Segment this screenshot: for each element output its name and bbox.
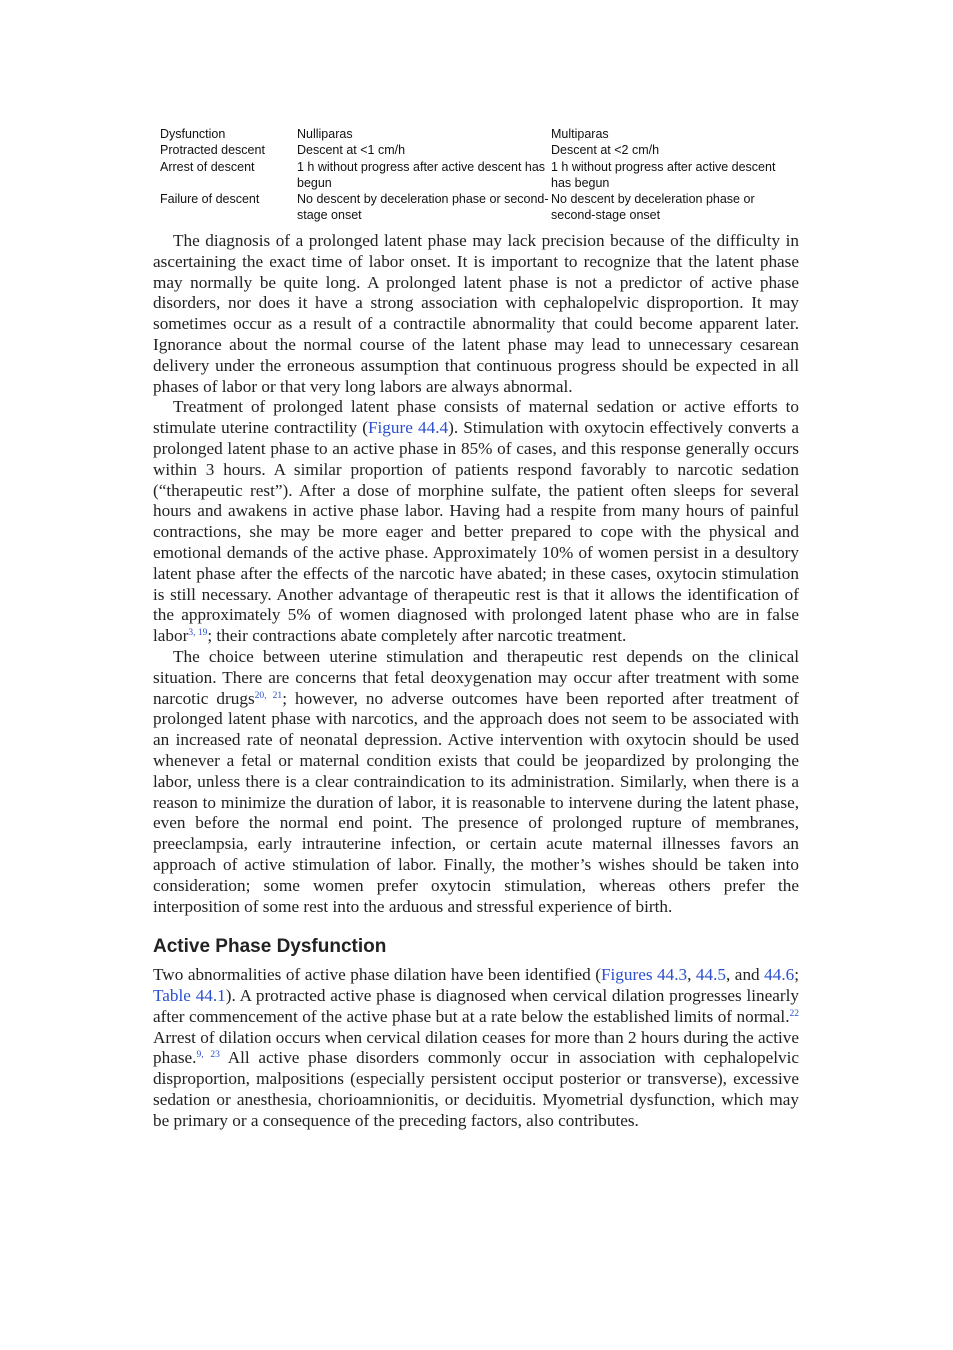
- citation-link[interactable]: 3, 19: [188, 628, 208, 639]
- figure-link[interactable]: 44.5: [695, 965, 726, 985]
- table-header-cell: Dysfunction: [160, 127, 226, 141]
- paragraph-active-phase-dysfunction: [153, 965, 799, 1131]
- section-heading: Active Phase Dysfunction: [153, 936, 387, 958]
- table-row: [160, 191, 791, 223]
- paragraph-text: ). A protracted active phase is diagnosed when cervical dilation progresses linearly after commencement of the active phase but at a rate below the established limits of normal.: [153, 986, 799, 1026]
- paragraph-text: , and: [726, 965, 765, 985]
- paragraph-text: Treatment of prolonged latent phase consists of maternal sedation or active efforts to stimulate uterine contractility (: [153, 397, 799, 438]
- table-cell: 1 h without progress after active descent has begun: [551, 160, 776, 190]
- table-header-row: [160, 126, 791, 142]
- paragraph-latent-phase-treatment: [153, 397, 799, 647]
- paragraph-latent-phase-diagnosis: [153, 231, 799, 397]
- paragraph-text: ;: [794, 965, 799, 985]
- paragraph-text: ; their contractions abate completely after narcotic treatment.: [207, 626, 627, 646]
- paragraph-text: ; however, no adverse outcomes have been reported after treatment of prolonged latent phase with narcotics, and the approach does not seem to be associated with an increased rate of neonatal depression. Active intervention with oxytocin should be used whenever a fetal or maternal condition exists that could be jeopardized by prolonging the labor, unless there is a clear contraindication to its administration. Similarly, when there is a reason to minimize the duration of labor, it is reasonable to intervene during the latent phase, even before the normal end point. The presence of prolonged rupture of membranes, preeclampsia, early intrauterine infection, or certain acute maternal illnesses favors an approach of active stimulation of labor. Finally, the mother’s wishes should be taken into consideration; some women prefer oxytocin stimulation, whereas others prefer the interposition of some rest into the arduous and stressful experience of birth.: [153, 688, 800, 916]
- citation-link[interactable]: 22: [789, 1008, 799, 1019]
- citation-link[interactable]: 9, 23: [196, 1050, 220, 1061]
- table-cell: Descent at <2 cm/h: [551, 143, 660, 157]
- paragraph-stimulation-vs-rest: [153, 647, 799, 917]
- citation-link[interactable]: 20, 21: [254, 690, 283, 701]
- descent-dysfunction-table: [160, 126, 791, 223]
- body-text: [153, 231, 799, 1132]
- table-row: [160, 142, 791, 159]
- table-link[interactable]: Table 44.1: [153, 986, 226, 1006]
- paragraph-text: All active phase disorders commonly occur in association with cephalopelvic disproportion, malpositions (especially persistent occiput posterior or transverse), excessive sedation or anesthesia, chorioamnionitis, or deciduitis. Myometrial dysfunction, which may be primary or a consequence of the preceding factors, also contributes.: [153, 1048, 799, 1130]
- paragraph-text: The diagnosis of a prolonged latent phase may lack precision because of the difficulty in ascertaining the exact time of labor onset. It is important to recognize that the latent phase may normally be quite long. A prolonged latent phase is not a predictor of active phase disorders, nor does it have a strong association with cephalopelvic disproportion. It may sometimes occur as a result of a contractile abnormality that could become apparent later. Ignorance about the normal course of the latent phase may lead to unnecessary cesarean delivery under the erroneous assumption that continuous progress should be expected in all phases of labor or that very long labors are always abnormal.: [153, 231, 799, 396]
- figure-link[interactable]: 44.6: [764, 965, 795, 985]
- paragraph-text: Two abnormalities of active phase dilation have been identified (: [153, 965, 601, 985]
- table-header-cell: Multiparas: [551, 127, 609, 141]
- figure-link[interactable]: Figure 44.4: [367, 418, 449, 438]
- figure-link[interactable]: Figures 44.3: [600, 965, 688, 985]
- table-cell: 1 h without progress after active descent has begun: [297, 160, 546, 190]
- table-cell: No descent by deceleration phase or second-stage onset: [297, 192, 549, 222]
- table-cell: Protracted descent: [160, 143, 265, 157]
- paragraph-text: ,: [687, 965, 696, 985]
- table-header-cell: Nulliparas: [297, 127, 353, 141]
- table-cell: Descent at <1 cm/h: [297, 143, 406, 157]
- paragraph-text: Arrest of dilation occurs when cervical dilation ceases for more than 2 hours during the active phase.: [153, 1027, 799, 1068]
- table-row: [160, 159, 791, 191]
- table-cell: No descent by deceleration phase or second-stage onset: [551, 192, 755, 222]
- paragraph-text: ). Stimulation with oxytocin effectively converts a prolonged latent phase to an active phase in 85% of cases, and this response generally occurs within 3 hours. A similar proportion of patients respond favorably to narcotic sedation (“therapeutic rest”). After a dose of morphine sulfate, the patient often sleeps for several hours and awakens in active phase labor. Having had a respite from many hours of painful contractions, she may be more eager and better prepared to cope with the physical and emotional demands of the active phase. Approximately 10% of women persist in a desultory latent phase after the effects of the narcotic have abated; in these cases, oxytocin stimulation is still necessary. Another advantage of therapeutic rest is that it allows the identification of the approximately 5% of women diagnosed with prolonged latent phase who are in false labor: [153, 418, 799, 646]
- table-cell: Failure of descent: [160, 192, 260, 206]
- paragraph-text: The choice between uterine stimulation and therapeutic rest depends on the clinical situation. There are concerns that fetal deoxygenation may occur after treatment with some narcotic drugs: [153, 646, 799, 708]
- table-cell: Arrest of descent: [160, 160, 255, 174]
